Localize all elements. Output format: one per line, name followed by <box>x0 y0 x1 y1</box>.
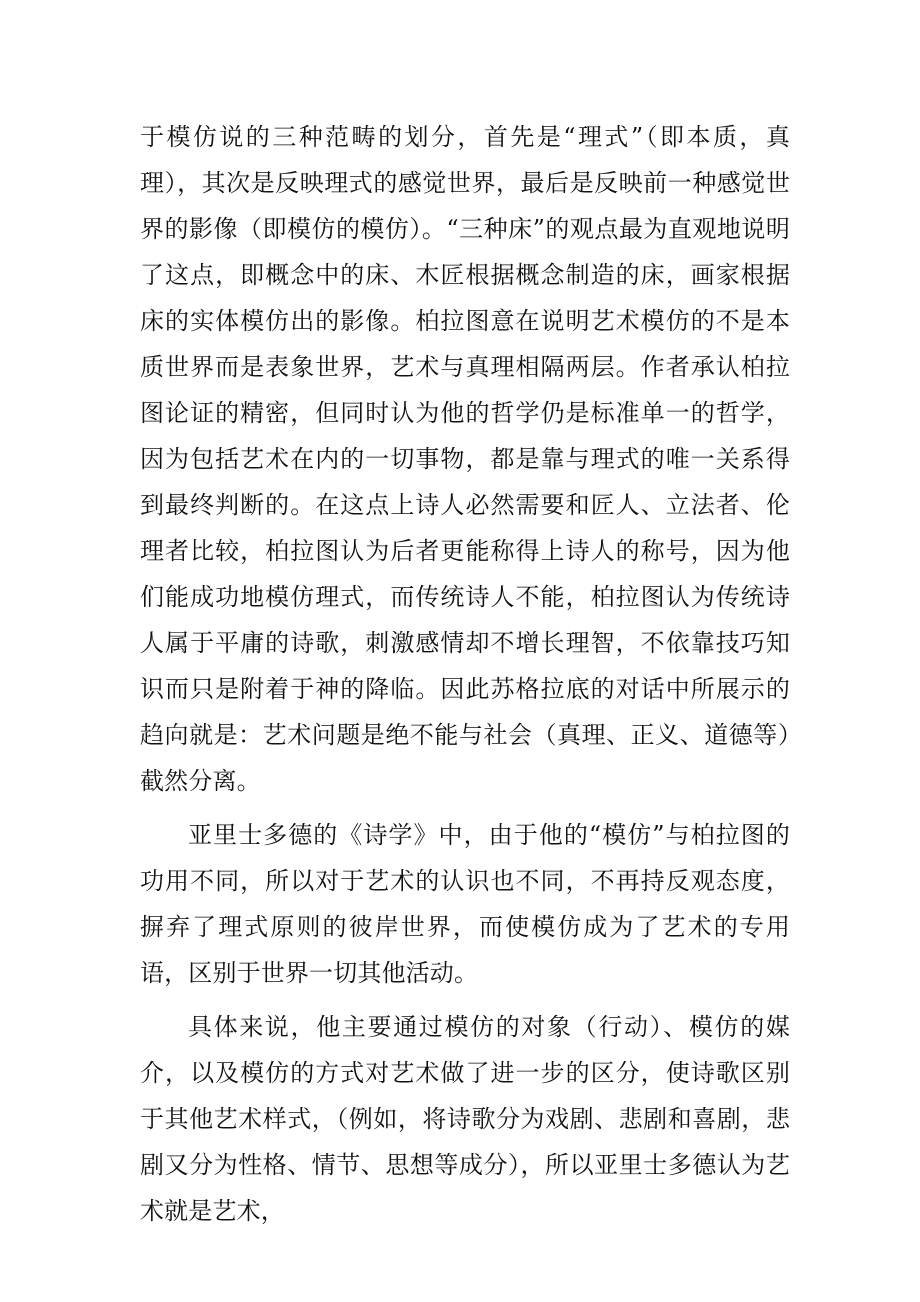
paragraph-aristotle-poetics: 亚里士多德的《诗学》中，由于他的“模仿”与柏拉图的功用不同，所以对于艺术的认识也不同，不再持反观态度，摒弃了理式原则的彼岸世界，而使模仿成为了艺术的专用语，区别于世界一切其他活动。 <box>140 821 790 987</box>
document-body <box>140 114 790 1234</box>
paragraph-aristotle-mimesis-details: 具体来说，他主要通过模仿的对象（行动）、模仿的媒介，以及模仿的方式对艺术做了进一步的区分，使诗歌区别于其他艺术样式，（例如，将诗歌分为戏剧、悲剧和喜剧，悲剧又分为性格、情节、思想等成分），所以亚里士多德认为艺术就是艺术， <box>140 1013 790 1225</box>
paragraph-continuation: 于模仿说的三种范畴的划分，首先是“理式”（即本质，真理），其次是反映理式的感觉世界，最后是反映前一种感觉世界的影像（即模仿的模仿）。“三种床”的观点最为直观地说明了这点，即概念中的床、木匠根据概念制造的床，画家根据床的实体模仿出的影像。柏拉图意在说明艺术模仿的不是本质世界而是表象世界，艺术与真理相隔两层。作者承认柏拉图论证的精密，但同时认为他的哲学仍是标准单一的哲学，因为包括艺术在内的一切事物，都是靠与理式的唯一关系得到最终判断的。在这点上诗人必然需要和匠人、立法者、伦理者比较，柏拉图认为后者更能称得上诗人的称号，因为他们能成功地模仿理式，而传统诗人不能，柏拉图认为传统诗人属于平庸的诗歌，刺激感情却不增长理智，不依靠技巧知识而只是附着于神的降临。因此苏格拉底的对话中所展示的趋向就是：艺术问题是绝不能与社会（真理、正义、道德等）截然分离。 <box>140 123 790 795</box>
